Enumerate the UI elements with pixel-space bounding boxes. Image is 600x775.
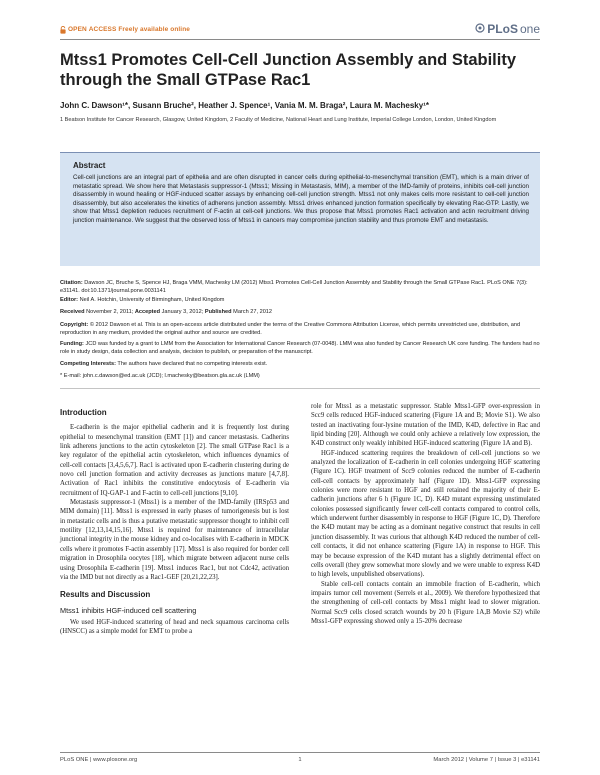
- plos-swirl-icon: [475, 22, 485, 36]
- right-paragraph-2: HGF-induced scattering requires the breakdown of cell-cell junctions so we analyzed the localization of E-cadherin in cell colonies undergoing HGF scattering (Figure 1C). HGF treatment of Scc9 colonies reduced the number of E-cadherin cell-cell contacts by approximately half (Figure 1D). Mtss1-GFP expressing colonies were more resistant to HGF and still retained the majority of their E-cadherin junctions after 6 h (Figure 1C, D). K4D mutant expressing unstimulated colonies possessed significantly fewer cell-cell contacts compared to control cells, which underwent further disassembly in response to HGF (Figure 1C, D). Therefore the K4D mutant may be acting as a dominant negative construct that results in cell junction disassembly. It was curious that although K4D reduced the number of cell-cell contacts, it did not enhance scattering (Figure 1A) in response to HGF. This may be because expression of the K4D mutant has a slightly detrimental effect on cells overall (they grew somewhat more slowly and we were unable to express K4D to high levels, unpublished observations).: [311, 449, 540, 579]
- competing-text: The authors have declared that no competing interests exist.: [117, 361, 268, 367]
- copyright-block: [60, 322, 540, 337]
- right-paragraph-3: Stable cell-cell contacts contain an immobile fraction of E-cadherin, which impairs tumor cell movement (Serrels et al., 2009). We therefore hypothesized that the strengthening of cell-cell contacts by Mtss1 might lead to slower migration. Normal Scc9 cells closed scratch wounds by 20 h (Figure 1A,B Movie S2) while Mtss1-GFP expressing showed only a 15-20% decrease: [311, 580, 540, 625]
- open-lock-icon: [60, 26, 66, 33]
- footer-journal-url[interactable]: PLoS ONE | www.plosone.org: [60, 757, 138, 763]
- results-subheading: Mtss1 inhibits HGF-induced cell scattering: [60, 605, 197, 615]
- funding-label: Funding:: [60, 341, 84, 347]
- competing-interests-block: [60, 361, 540, 369]
- left-column: [60, 408, 289, 637]
- published-date: March 27, 2012: [233, 309, 273, 315]
- email-text: * E-mail: john.c.dawson@ed.ac.uk (JCD); l.machesky@beatson.gla.ac.uk (LMM): [60, 373, 260, 379]
- editor-label: Editor:: [60, 297, 79, 303]
- intro-paragraph-1: E-cadherin is the major epithelial cadherin and it is frequently lost during epithelial to mesenchymal transition (EMT [1]) and cancer metastasis. Cadherins link adherens junctions to the actin cytoskeleton [2]. The small GTPase Rac1 is a key regulator of the epithelial actin cytoskeleton, which influences dynamics of cell-cell contacts [3,4,5,6,7]. Rac1 is activated upon E-cadherin clustering during de novo cell junction formation and activity decreases as junctions mature [4,7,8]. Activation of Rac1 inhibits the constitutive endocytosis of E-cadherin via recruitment of IQ-GAP-1 and F-actin to cell-cell junctions [9,10].: [60, 424, 289, 497]
- footer-divider: [60, 752, 540, 753]
- journal-logo-text: PLoS: [487, 22, 518, 36]
- results-heading: Results and Discussion: [60, 590, 151, 600]
- copyright-text: © 2012 Dawson et al. This is an open-access article distributed under the terms of the Creative Commons Attribution License, which permits unrestricted use, distribution, and reproduction in any medium, provided the original author and source are credited.: [60, 322, 521, 336]
- abstract-box: [60, 152, 540, 266]
- editor-block: [60, 297, 540, 305]
- email-block: [60, 373, 540, 381]
- funding-text: JCD was funded by a grant to LMM from the Association for International Cancer Research (07-0048). LMM was also funded by Cancer Research UK core funding. The funders had no role in study design, data collection and analysis, decision to publish, or preparation of the manuscript.: [60, 341, 540, 355]
- journal-logo: [475, 22, 540, 36]
- accepted-label: Accepted: [134, 309, 161, 315]
- copyright-label: Copyright:: [60, 322, 89, 328]
- open-label: OPEN: [68, 26, 87, 33]
- metadata-divider: [60, 388, 540, 389]
- journal-logo-one: one: [519, 22, 540, 36]
- editor-text: Neil A. Hotchin, University of Birmingham, United Kingdom: [79, 297, 225, 303]
- published-label: Published: [204, 309, 232, 315]
- received-label: Received: [60, 309, 85, 315]
- competing-label: Competing Interests:: [60, 361, 116, 367]
- article-title: Mtss1 Promotes Cell-Cell Junction Assembly and Stability through the Small GTPase Rac1: [60, 51, 516, 89]
- abstract-heading: Abstract: [73, 161, 106, 170]
- results-paragraph-1: We used HGF-induced scattering of head and neck squamous carcinoma cells (HNSCC) as a simple model for EMT to probe a: [60, 618, 289, 636]
- introduction-heading: Introduction: [60, 408, 107, 417]
- right-paragraph-1: role for Mtss1 as a metastatic suppressor. Stable Mtss1-GFP over-expression in Scc9 cells reduced HGF-induced scattering (Figure 1A and B; Movie S1). We also tested an inactivating four-lysine mutation of the IMD, K4D, defective in Rac and lipid binding [20]. Although we could only achieve a relatively low expression, the K4D construct only weakly inhibited HGF-induced scattering (Figure 1A and B).: [311, 403, 540, 448]
- author-list: John C. Dawson¹*, Susann Bruche², Heather J. Spence¹, Vania M. M. Braga², Laura M. Machesky¹*: [60, 101, 429, 110]
- open-access-badge: [60, 26, 190, 33]
- affiliations: 1 Beatson Institute for Cancer Research, Glasgow, United Kingdom, 2 Faculty of Medicine, National Heart and Lung Institute, Imperial College London, London, United Kingdom: [60, 117, 497, 123]
- right-column: [311, 402, 540, 626]
- citation-label: Citation:: [60, 280, 83, 286]
- intro-paragraph-2: Metastasis suppressor-1 (Mtss1) is a member of the IMD-family (IRSp53 and MIM domain) [11]. Mtss1 is expressed in early phases of tumorigenesis but is lost in metastatic cells and is thus a putative metastatic suppressor thought to inhibit cell motility [12,13,14,15,16]. Mtss1 is required for maintenance of intracellular junctional integrity in the mouse kidney and co-localises with E-cadherin in MDCK cells where it promotes F-actin assembly [17]. Mtss1 is also required for border cell migration in Drosophila oocytes [18], which migrate between adjacent nurse cells using Drosophila E-cadherin [19]. Mtss1 induces Rac1, but not Cdc42, activation via the IMD but not directly as a Rac1-GEF [20,21,22,23].: [60, 499, 289, 581]
- page-number: 1: [298, 757, 302, 763]
- citation-text: Dawson JC, Bruche S, Spence HJ, Braga VMM, Machesky LM (2012) Mtss1 Promotes Cell-Cell Junction Assembly and Stability through the Small GTPase Rac1. PLoS ONE 7(3): e31141. doi:10.1371/journal.pone.0031141: [60, 280, 528, 294]
- citation-block: [60, 280, 540, 295]
- accepted-date: January 3, 2012;: [161, 309, 204, 315]
- received-date: November 2, 2011;: [86, 309, 134, 315]
- header-divider: [60, 39, 540, 40]
- open-access-label: ACCESS Freely available online: [88, 26, 190, 33]
- funding-block: [60, 341, 540, 356]
- footer-issue-info: March 2012 | Volume 7 | Issue 3 | e31141: [433, 757, 540, 763]
- abstract-text: Cell-cell junctions are an integral part of epithelia and are often disrupted in cancer cells during epithelial-to-mesenchymal transition (EMT), which is a main driver of metastatic spread. We show here that Metastasis suppressor-1 (Mtss1; Missing in Metastasis, MIM), a member of the IMD-family of proteins, inhibits cell-cell junction disassembly in wound healing or HGF-induced scatter assays by enhancing cell-cell junction strength. Mtss1 not only makes cells more resistant to cell-cell junction disassembly, but also accelerates the kinetics of adherens junction assembly. Mtss1 drives enhanced junction formation specifically by elevating Rac-GTP. Lastly, we show that Mtss1 depletion reduces recruitment of F-actin at cell-cell junctions. We thus propose that Mtss1 promotes Rac1 activation and actin recruitment driving junction maintenance. We suggest that the observed loss of Mtss1 in cancers may compromise junction stability and thus promote EMT and metastasis.: [73, 174, 529, 224]
- dates-block: [60, 309, 540, 317]
